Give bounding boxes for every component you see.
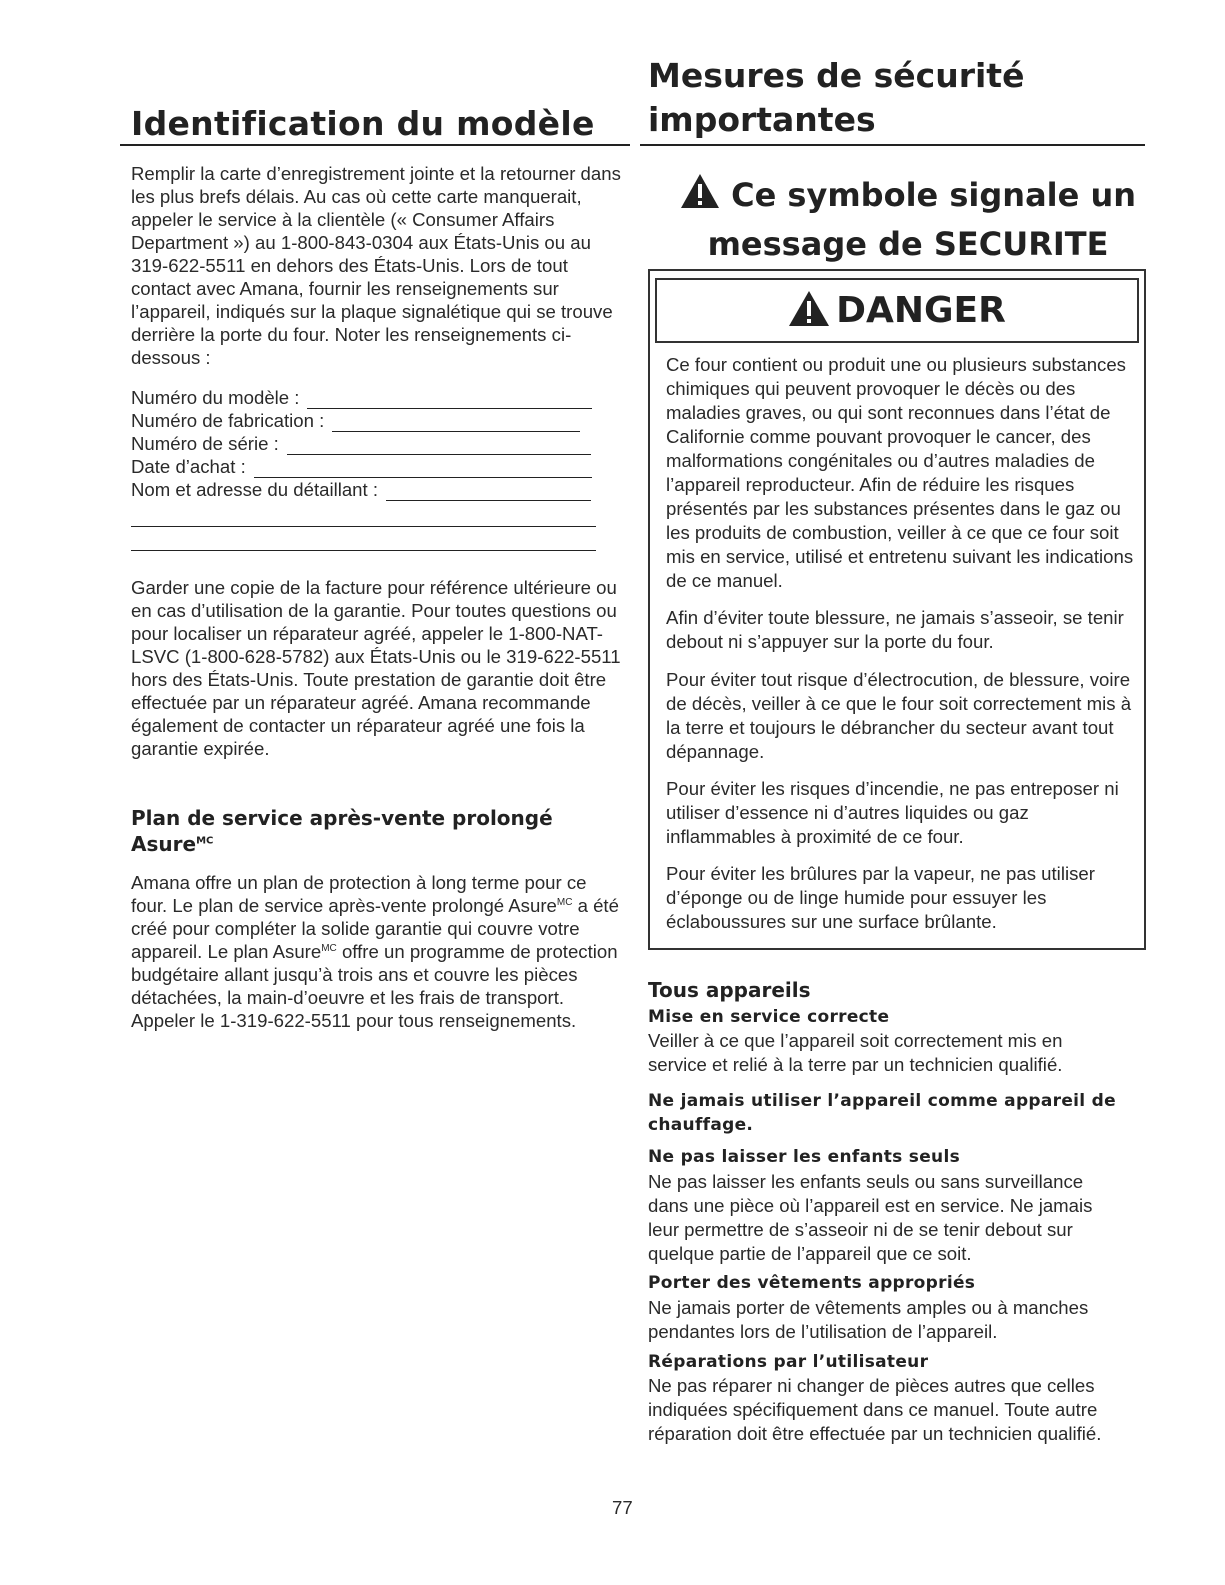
title-rule-left — [120, 144, 630, 146]
mc-mark: MC — [556, 896, 573, 908]
amana-text-2: a été créé pour compléter la solide garantie qui couvre votre appareil. Le plan Asure — [131, 895, 619, 962]
field-label: Numéro de fabrication : — [131, 410, 325, 431]
section-title-identification: Identification du modèle — [131, 104, 595, 143]
field-blank-extra-2 — [131, 550, 596, 551]
plan-title-line1: Plan de service après-vente prolongé — [131, 806, 553, 830]
vetements-text: Ne jamais porter de vêtements amples ou à manches pendantes lors de l’utilisation de l’appareil. — [648, 1297, 1089, 1342]
amana-paragraph — [131, 871, 621, 1032]
reparations-text: Ne pas réparer ni changer de pièces autres que celles indiquées spécifiquement dans ce manuel. Toute autre réparation doit être effectuée par un technicien qualifié. — [648, 1375, 1102, 1444]
plan-title — [131, 805, 611, 857]
field-label: Date d’achat : — [131, 456, 246, 477]
garder-paragraph: Garder une copie de la facture pour référence ultérieure ou en cas d’utilisation de la garantie. Pour toutes questions ou pour localiser un réparateur agréé, appeler le 1-800-NAT-LSVC (1-800-628-5782) aux États-Unis ou le 319-622-5511 hors des États-Unis. Toute prestation de garantie doit être effectuée par un réparateur agréé. Amana recommande également de contacter un réparateur agréé une fois la garantie expirée. — [131, 577, 621, 759]
symbol-line1: Ce symbole signale un — [731, 176, 1137, 214]
field-serial-number — [131, 432, 591, 455]
intro-paragraph: Remplir la carte d’enregistrement jointe et la retourner dans les plus brefs délais. Au cas où cette carte manquerait, appeler le service à la clientèle (« Consumer Affairs Department ») au 1-800-843-0304 aux États-Unis ou au 319-622-5511 en dehors des États-Unis. Lors de tout contact avec Amana, fournir les renseignements sur l’appareil, indiqués sur la plaque signalétique qui se trouve derrière la porte du four. Noter les renseignements ci-dessous : — [131, 163, 621, 368]
danger-paragraph: Pour éviter tout risque d’électrocution, de blessure, voire de décès, veiller à ce que le four soit correctement mis à la terre et toujours le débrancher du secteur avant tout dépannage. — [666, 669, 1132, 762]
page-number: 77 — [612, 1497, 633, 1518]
safety-title-line1: Mesures de sécurité — [648, 56, 1025, 95]
warning-triangle-icon — [788, 290, 830, 332]
field-label: Nom et adresse du détaillant : — [131, 479, 379, 500]
section-title-safety — [648, 54, 1024, 142]
field-model-number — [131, 386, 592, 409]
mc-mark: MC — [196, 835, 214, 847]
field-blank — [287, 438, 591, 455]
mise-title: Mise en service correcte — [648, 1007, 890, 1027]
vetements-title: Porter des vêtements appropriés — [648, 1273, 976, 1293]
field-dealer — [131, 478, 591, 501]
field-blank-extra-1 — [131, 526, 596, 527]
amana-text-1: Amana offre un plan de protection à long terme pour ce four. Le plan de service après-vente prolongé Asure — [131, 872, 587, 916]
field-label: Numéro du modèle : — [131, 387, 300, 408]
amana-text-3: offre un programme de protection budgétaire allant jusqu’à trois ans et couvre les pièces détachées, la main-d’oeuvre et les frais de transport. Appeler le 1-319-622-5511 pour tous renseignements. — [131, 941, 618, 1031]
danger-paragraph: Afin d’éviter toute blessure, ne jamais s’asseoir, se tenir debout ni s’appuyer sur la porte du four. — [666, 607, 1124, 652]
field-manufacturing-number — [131, 409, 580, 432]
plan-title-line2: Asure — [131, 832, 197, 856]
enfants-title: Ne pas laisser les enfants seuls — [648, 1147, 961, 1167]
danger-label: DANGER — [836, 290, 1006, 331]
warning-triangle-icon — [680, 173, 720, 221]
field-blank — [254, 461, 592, 478]
enfants-text: Ne pas laisser les enfants seuls ou sans surveillance dans une pièce où l’appareil est en service. Ne jamais leur permettre de s’asseoir ni de se tenir debout sur quelque partie de l’appareil que ce soit. — [648, 1171, 1093, 1264]
danger-paragraph: Pour éviter les brûlures par la vapeur, ne pas utiliser d’éponge ou de linge humide pour essuyer les éclaboussures sur une surface brûlante. — [666, 863, 1095, 932]
field-purchase-date — [131, 455, 592, 478]
reparations-title: Réparations par l’utilisateur — [648, 1352, 929, 1372]
field-label: Numéro de série : — [131, 433, 279, 454]
title-rule-right — [640, 144, 1145, 146]
danger-paragraph: Pour éviter les risques d’incendie, ne pas entreposer ni utiliser d’essence ni d’autres liquides ou gaz inflammables à proximité de ce four. — [666, 778, 1119, 847]
all-appliances-heading: Tous appareils — [648, 978, 811, 1002]
safety-title-line2: importantes — [648, 100, 876, 139]
symbol-line2: message de SECURITE — [707, 225, 1109, 263]
mc-mark: MC — [321, 942, 337, 954]
field-blank — [332, 415, 580, 432]
field-blank — [307, 392, 592, 409]
mise-text: Veiller à ce que l’appareil soit correctement mis en service et relié à la terre par un technicien qualifié. — [648, 1030, 1063, 1075]
danger-paragraph: Ce four contient ou produit une ou plusieurs substances chimiques qui peuvent provoquer le décès ou des maladies graves, ou qui sont reconnues dans l’état de Californie comme pouvant provoquer le cancer, des malformations congénitales ou d’autres maladies de l’appareil reproducteur. Afin de réduire les risques présentés par les substances présentes dans le gaz ou les produits de combustion, veiller à ce que ce four soit mis en service, utilisé et entretenu suivant les indications de ce manuel. — [666, 354, 1134, 591]
danger-header — [655, 278, 1139, 343]
field-blank — [386, 484, 591, 501]
safety-symbol-heading — [648, 172, 1168, 267]
jamais-title: Ne jamais utiliser l’appareil comme appareil de chauffage. — [648, 1091, 1116, 1135]
